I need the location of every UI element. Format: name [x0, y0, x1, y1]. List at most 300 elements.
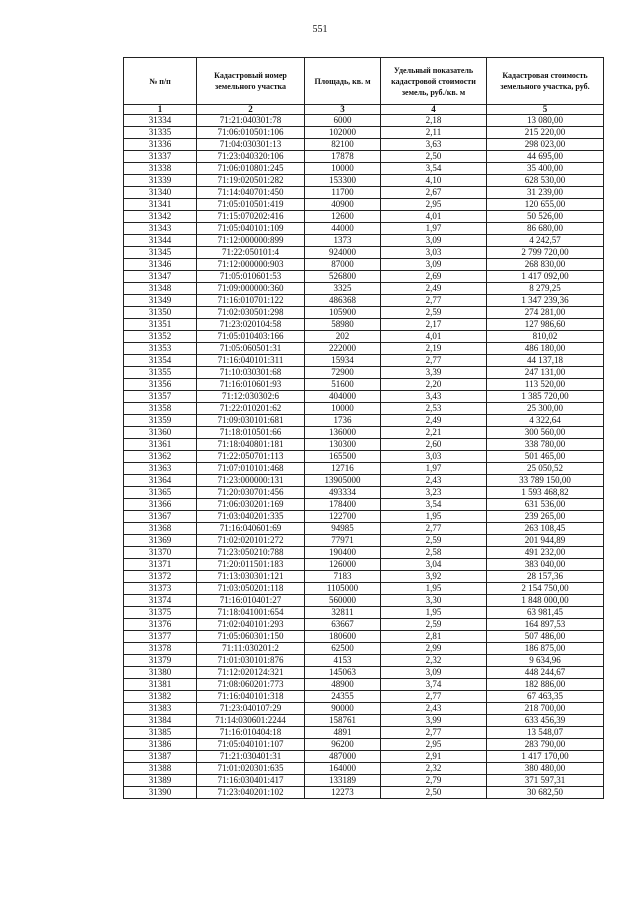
row-number: 31385: [124, 727, 197, 739]
specific-value: 2,49: [381, 415, 487, 427]
specific-value: 2,21: [381, 427, 487, 439]
cadastral-value: 1 385 720,00: [487, 391, 604, 403]
cadastral-number: 71:03:050201:118: [197, 583, 305, 595]
column-number: 3: [305, 105, 381, 115]
cadastral-number: 71:02:020101:272: [197, 535, 305, 547]
area: 7183: [305, 571, 381, 583]
specific-value: 2,59: [381, 535, 487, 547]
cadastral-number: 71:01:030101:876: [197, 655, 305, 667]
area: 82100: [305, 139, 381, 151]
table-row: [124, 727, 604, 739]
row-number: 31361: [124, 439, 197, 451]
area: 32811: [305, 607, 381, 619]
table-row: [124, 619, 604, 631]
row-number: 31368: [124, 523, 197, 535]
specific-value: 2,77: [381, 295, 487, 307]
specific-value: 4,01: [381, 331, 487, 343]
cadastral-number: 71:11:030201:2: [197, 643, 305, 655]
area: 105900: [305, 307, 381, 319]
table-row: [124, 283, 604, 295]
row-number: 31353: [124, 343, 197, 355]
cadastral-value: 33 789 150,00: [487, 475, 604, 487]
cadastral-number: 71:21:040301:78: [197, 115, 305, 127]
cadastral-number: 71:16:040101:318: [197, 691, 305, 703]
cadastral-number: 71:23:040201:102: [197, 787, 305, 799]
table-row: [124, 571, 604, 583]
cadastral-value: 1 417 170,00: [487, 751, 604, 763]
row-number: 31386: [124, 739, 197, 751]
area: 3325: [305, 283, 381, 295]
specific-value: 1,95: [381, 607, 487, 619]
cadastral-number: 71:23:020104:58: [197, 319, 305, 331]
specific-value: 2,18: [381, 115, 487, 127]
row-number: 31351: [124, 319, 197, 331]
area: 180600: [305, 631, 381, 643]
area: 136000: [305, 427, 381, 439]
cadastral-number: 71:16:040101:311: [197, 355, 305, 367]
row-number: 31358: [124, 403, 197, 415]
table-row: [124, 523, 604, 535]
row-number: 31344: [124, 235, 197, 247]
cadastral-value: 28 157,36: [487, 571, 604, 583]
area: 4891: [305, 727, 381, 739]
cadastral-value: 486 180,00: [487, 343, 604, 355]
specific-value: 3,09: [381, 235, 487, 247]
table-row: [124, 211, 604, 223]
area: 153300: [305, 175, 381, 187]
table-row: [124, 715, 604, 727]
header-specific-value: Удельный показатель кадастровой стоимости земель, руб./кв. м: [381, 58, 487, 105]
table-row: [124, 583, 604, 595]
specific-value: 3,04: [381, 559, 487, 571]
cadastral-value-table: [123, 57, 604, 799]
page-number: 551: [312, 24, 328, 35]
cadastral-number: 71:01:020301:635: [197, 763, 305, 775]
cadastral-number: 71:22:050701:113: [197, 451, 305, 463]
table-row: [124, 739, 604, 751]
cadastral-value: 13 080,00: [487, 115, 604, 127]
table-row: [124, 343, 604, 355]
specific-value: 2,95: [381, 199, 487, 211]
table-row: [124, 367, 604, 379]
table-row: [124, 295, 604, 307]
area: 40900: [305, 199, 381, 211]
cadastral-value: 30 682,50: [487, 787, 604, 799]
cadastral-number: 71:18:010501:66: [197, 427, 305, 439]
specific-value: 4,10: [381, 175, 487, 187]
cadastral-value: 44 137,18: [487, 355, 604, 367]
table-row: [124, 259, 604, 271]
cadastral-value: 448 244,67: [487, 667, 604, 679]
cadastral-number: 71:19:020501:282: [197, 175, 305, 187]
row-number: 31350: [124, 307, 197, 319]
area: 404000: [305, 391, 381, 403]
table-row: [124, 463, 604, 475]
area: 11700: [305, 187, 381, 199]
cadastral-value: 628 530,00: [487, 175, 604, 187]
header-cadastral-number: Кадастровый номер земельного участка: [197, 58, 305, 105]
cadastral-value: 127 986,60: [487, 319, 604, 331]
cadastral-value: 86 680,00: [487, 223, 604, 235]
header-number: № п/п: [124, 58, 197, 105]
cadastral-value: 113 520,00: [487, 379, 604, 391]
cadastral-value: 2 799 720,00: [487, 247, 604, 259]
cadastral-number: 71:06:030201:169: [197, 499, 305, 511]
area: 12273: [305, 787, 381, 799]
specific-value: 3,09: [381, 259, 487, 271]
row-number: 31369: [124, 535, 197, 547]
cadastral-value: 300 560,00: [487, 427, 604, 439]
row-number: 31342: [124, 211, 197, 223]
table-row: [124, 115, 604, 127]
row-number: 31363: [124, 463, 197, 475]
row-number: 31367: [124, 511, 197, 523]
cadastral-value: 1 417 092,00: [487, 271, 604, 283]
cadastral-value: 263 108,45: [487, 523, 604, 535]
row-number: 31346: [124, 259, 197, 271]
row-number: 31341: [124, 199, 197, 211]
cadastral-value: 1 593 468,82: [487, 487, 604, 499]
column-number: 4: [381, 105, 487, 115]
table-row: [124, 439, 604, 451]
column-number-row: [124, 105, 604, 115]
cadastral-value: 182 886,00: [487, 679, 604, 691]
row-number: 31335: [124, 127, 197, 139]
row-number: 31372: [124, 571, 197, 583]
specific-value: 3,30: [381, 595, 487, 607]
area: 63667: [305, 619, 381, 631]
row-number: 31334: [124, 115, 197, 127]
row-number: 31376: [124, 619, 197, 631]
specific-value: 3,74: [381, 679, 487, 691]
cadastral-number: 71:05:010501:419: [197, 199, 305, 211]
row-number: 31349: [124, 295, 197, 307]
cadastral-value: 44 695,00: [487, 151, 604, 163]
cadastral-number: 71:05:010403:166: [197, 331, 305, 343]
row-number: 31360: [124, 427, 197, 439]
cadastral-number: 71:08:060201:773: [197, 679, 305, 691]
cadastral-number: 71:20:030701:456: [197, 487, 305, 499]
table-row: [124, 127, 604, 139]
specific-value: 3,23: [381, 487, 487, 499]
cadastral-value: 25 050,52: [487, 463, 604, 475]
specific-value: 2,32: [381, 763, 487, 775]
area: 190400: [305, 547, 381, 559]
cadastral-number: 71:07:010101:468: [197, 463, 305, 475]
cadastral-value: 239 265,00: [487, 511, 604, 523]
cadastral-number: 71:06:010501:106: [197, 127, 305, 139]
area: 202: [305, 331, 381, 343]
cadastral-value: 1 347 239,36: [487, 295, 604, 307]
cadastral-value: 283 790,00: [487, 739, 604, 751]
cadastral-value: 380 480,00: [487, 763, 604, 775]
specific-value: 2,43: [381, 475, 487, 487]
cadastral-number: 71:16:010601:93: [197, 379, 305, 391]
cadastral-value: 631 536,00: [487, 499, 604, 511]
area: 102000: [305, 127, 381, 139]
cadastral-number: 71:22:010201:62: [197, 403, 305, 415]
area: 96200: [305, 739, 381, 751]
table-row: [124, 763, 604, 775]
row-number: 31352: [124, 331, 197, 343]
area: 10000: [305, 403, 381, 415]
cadastral-value: 25 300,00: [487, 403, 604, 415]
cadastral-value: 298 023,00: [487, 139, 604, 151]
row-number: 31365: [124, 487, 197, 499]
area: 58980: [305, 319, 381, 331]
table-row: [124, 775, 604, 787]
cadastral-value: 4 322,64: [487, 415, 604, 427]
table-row: [124, 607, 604, 619]
cadastral-value: 201 944,89: [487, 535, 604, 547]
cadastral-number: 71:09:000000:360: [197, 283, 305, 295]
header-area: Площадь, кв. м: [305, 58, 381, 105]
area: 44000: [305, 223, 381, 235]
cadastral-number: 71:04:030301:13: [197, 139, 305, 151]
table-row: [124, 631, 604, 643]
row-number: 31366: [124, 499, 197, 511]
area: 130300: [305, 439, 381, 451]
cadastral-value: 268 830,00: [487, 259, 604, 271]
table-row: [124, 703, 604, 715]
row-number: 31345: [124, 247, 197, 259]
area: 24355: [305, 691, 381, 703]
header-row: [124, 58, 604, 105]
table-row: [124, 163, 604, 175]
specific-value: 2,95: [381, 739, 487, 751]
cadastral-number: 71:23:000000:131: [197, 475, 305, 487]
area: 126000: [305, 559, 381, 571]
specific-value: 1,95: [381, 511, 487, 523]
cadastral-value: 186 875,00: [487, 643, 604, 655]
table-row: [124, 667, 604, 679]
table-row: [124, 271, 604, 283]
area: 12600: [305, 211, 381, 223]
area: 72900: [305, 367, 381, 379]
table-row: [124, 751, 604, 763]
cadastral-number: 71:05:040101:107: [197, 739, 305, 751]
cadastral-value: 810,02: [487, 331, 604, 343]
table-row: [124, 187, 604, 199]
table-row: [124, 307, 604, 319]
area: 6000: [305, 115, 381, 127]
cadastral-number: 71:05:060501:31: [197, 343, 305, 355]
area: 924000: [305, 247, 381, 259]
specific-value: 2,81: [381, 631, 487, 643]
specific-value: 2,19: [381, 343, 487, 355]
area: 122700: [305, 511, 381, 523]
cadastral-value: 8 279,25: [487, 283, 604, 295]
specific-value: 3,39: [381, 367, 487, 379]
row-number: 31340: [124, 187, 197, 199]
table-row: [124, 391, 604, 403]
row-number: 31347: [124, 271, 197, 283]
row-number: 31339: [124, 175, 197, 187]
table-body: [124, 115, 604, 799]
area: 90000: [305, 703, 381, 715]
table-row: [124, 379, 604, 391]
row-number: 31381: [124, 679, 197, 691]
table-row: [124, 595, 604, 607]
area: 77971: [305, 535, 381, 547]
table-row: [124, 355, 604, 367]
specific-value: 2,59: [381, 307, 487, 319]
cadastral-number: 71:12:020124:321: [197, 667, 305, 679]
cadastral-value: 50 526,00: [487, 211, 604, 223]
cadastral-value: 218 700,00: [487, 703, 604, 715]
specific-value: 2,79: [381, 775, 487, 787]
area: 1105000: [305, 583, 381, 595]
area: 133189: [305, 775, 381, 787]
specific-value: 2,77: [381, 355, 487, 367]
cadastral-value: 247 131,00: [487, 367, 604, 379]
specific-value: 4,01: [381, 211, 487, 223]
row-number: 31362: [124, 451, 197, 463]
table-row: [124, 319, 604, 331]
row-number: 31388: [124, 763, 197, 775]
area: 493334: [305, 487, 381, 499]
specific-value: 1,97: [381, 223, 487, 235]
row-number: 31336: [124, 139, 197, 151]
row-number: 31387: [124, 751, 197, 763]
cadastral-number: 71:22:050101:4: [197, 247, 305, 259]
row-number: 31374: [124, 595, 197, 607]
area: 17878: [305, 151, 381, 163]
cadastral-number: 71:02:040101:293: [197, 619, 305, 631]
cadastral-number: 71:05:040101:109: [197, 223, 305, 235]
cadastral-number: 71:23:040320:106: [197, 151, 305, 163]
row-number: 31379: [124, 655, 197, 667]
table-row: [124, 199, 604, 211]
row-number: 31371: [124, 559, 197, 571]
cadastral-value: 35 400,00: [487, 163, 604, 175]
cadastral-number: 71:05:060301:150: [197, 631, 305, 643]
cadastral-number: 71:06:010801:245: [197, 163, 305, 175]
row-number: 31337: [124, 151, 197, 163]
table-row: [124, 643, 604, 655]
cadastral-number: 71:18:041001:654: [197, 607, 305, 619]
area: 4153: [305, 655, 381, 667]
cadastral-number: 71:18:040801:181: [197, 439, 305, 451]
row-number: 31343: [124, 223, 197, 235]
specific-value: 3,92: [381, 571, 487, 583]
specific-value: 1,95: [381, 583, 487, 595]
specific-value: 3,43: [381, 391, 487, 403]
cadastral-number: 71:16:010401:27: [197, 595, 305, 607]
table-row: [124, 655, 604, 667]
cadastral-value: 633 456,39: [487, 715, 604, 727]
cadastral-number: 71:03:040201:335: [197, 511, 305, 523]
table-row: [124, 247, 604, 259]
specific-value: 3,03: [381, 451, 487, 463]
table-row: [124, 451, 604, 463]
row-number: 31375: [124, 607, 197, 619]
table-row: [124, 223, 604, 235]
specific-value: 2,49: [381, 283, 487, 295]
specific-value: 3,54: [381, 499, 487, 511]
cadastral-number: 71:14:040701:450: [197, 187, 305, 199]
column-number: 5: [487, 105, 604, 115]
table-row: [124, 151, 604, 163]
specific-value: 1,97: [381, 463, 487, 475]
specific-value: 2,53: [381, 403, 487, 415]
cadastral-number: 71:14:030601:2244: [197, 715, 305, 727]
area: 87000: [305, 259, 381, 271]
area: 178400: [305, 499, 381, 511]
cadastral-value: 13 548,07: [487, 727, 604, 739]
specific-value: 2,17: [381, 319, 487, 331]
cadastral-number: 71:13:030301:121: [197, 571, 305, 583]
cadastral-number: 71:09:030101:681: [197, 415, 305, 427]
cadastral-value: 9 634,96: [487, 655, 604, 667]
area: 158761: [305, 715, 381, 727]
row-number: 31338: [124, 163, 197, 175]
specific-value: 3,03: [381, 247, 487, 259]
cadastral-number: 71:16:010404:18: [197, 727, 305, 739]
row-number: 31378: [124, 643, 197, 655]
table-row: [124, 499, 604, 511]
specific-value: 2,43: [381, 703, 487, 715]
cadastral-value: 507 486,00: [487, 631, 604, 643]
cadastral-value: 63 981,45: [487, 607, 604, 619]
cadastral-number: 71:20:011501:183: [197, 559, 305, 571]
specific-value: 2,60: [381, 439, 487, 451]
table-row: [124, 559, 604, 571]
cadastral-number: 71:12:000000:903: [197, 259, 305, 271]
row-number: 31355: [124, 367, 197, 379]
cadastral-number: 71:16:040601:69: [197, 523, 305, 535]
cadastral-value: 164 897,53: [487, 619, 604, 631]
row-number: 31377: [124, 631, 197, 643]
table-row: [124, 511, 604, 523]
table-row: [124, 331, 604, 343]
area: 12716: [305, 463, 381, 475]
cadastral-number: 71:15:070202:416: [197, 211, 305, 223]
row-number: 31380: [124, 667, 197, 679]
row-number: 31384: [124, 715, 197, 727]
area: 486368: [305, 295, 381, 307]
area: 145063: [305, 667, 381, 679]
specific-value: 3,99: [381, 715, 487, 727]
area: 62500: [305, 643, 381, 655]
row-number: 31383: [124, 703, 197, 715]
column-number: 2: [197, 105, 305, 115]
header-cadastral-value: Кадастровая стоимость земельного участка, руб.: [487, 58, 604, 105]
table-row: [124, 679, 604, 691]
row-number: 31359: [124, 415, 197, 427]
cadastral-number: 71:10:030301:68: [197, 367, 305, 379]
specific-value: 2,58: [381, 547, 487, 559]
area: 51600: [305, 379, 381, 391]
specific-value: 2,11: [381, 127, 487, 139]
cadastral-value: 338 780,00: [487, 439, 604, 451]
table-row: [124, 475, 604, 487]
row-number: 31382: [124, 691, 197, 703]
specific-value: 3,54: [381, 163, 487, 175]
specific-value: 3,09: [381, 667, 487, 679]
specific-value: 2,67: [381, 187, 487, 199]
table-row: [124, 487, 604, 499]
area: 526800: [305, 271, 381, 283]
specific-value: 2,50: [381, 787, 487, 799]
table-row: [124, 547, 604, 559]
cadastral-number: 71:23:040107:29: [197, 703, 305, 715]
cadastral-value: 1 848 000,00: [487, 595, 604, 607]
area: 15934: [305, 355, 381, 367]
area: 10000: [305, 163, 381, 175]
cadastral-number: 71:21:030401:31: [197, 751, 305, 763]
specific-value: 2,77: [381, 691, 487, 703]
